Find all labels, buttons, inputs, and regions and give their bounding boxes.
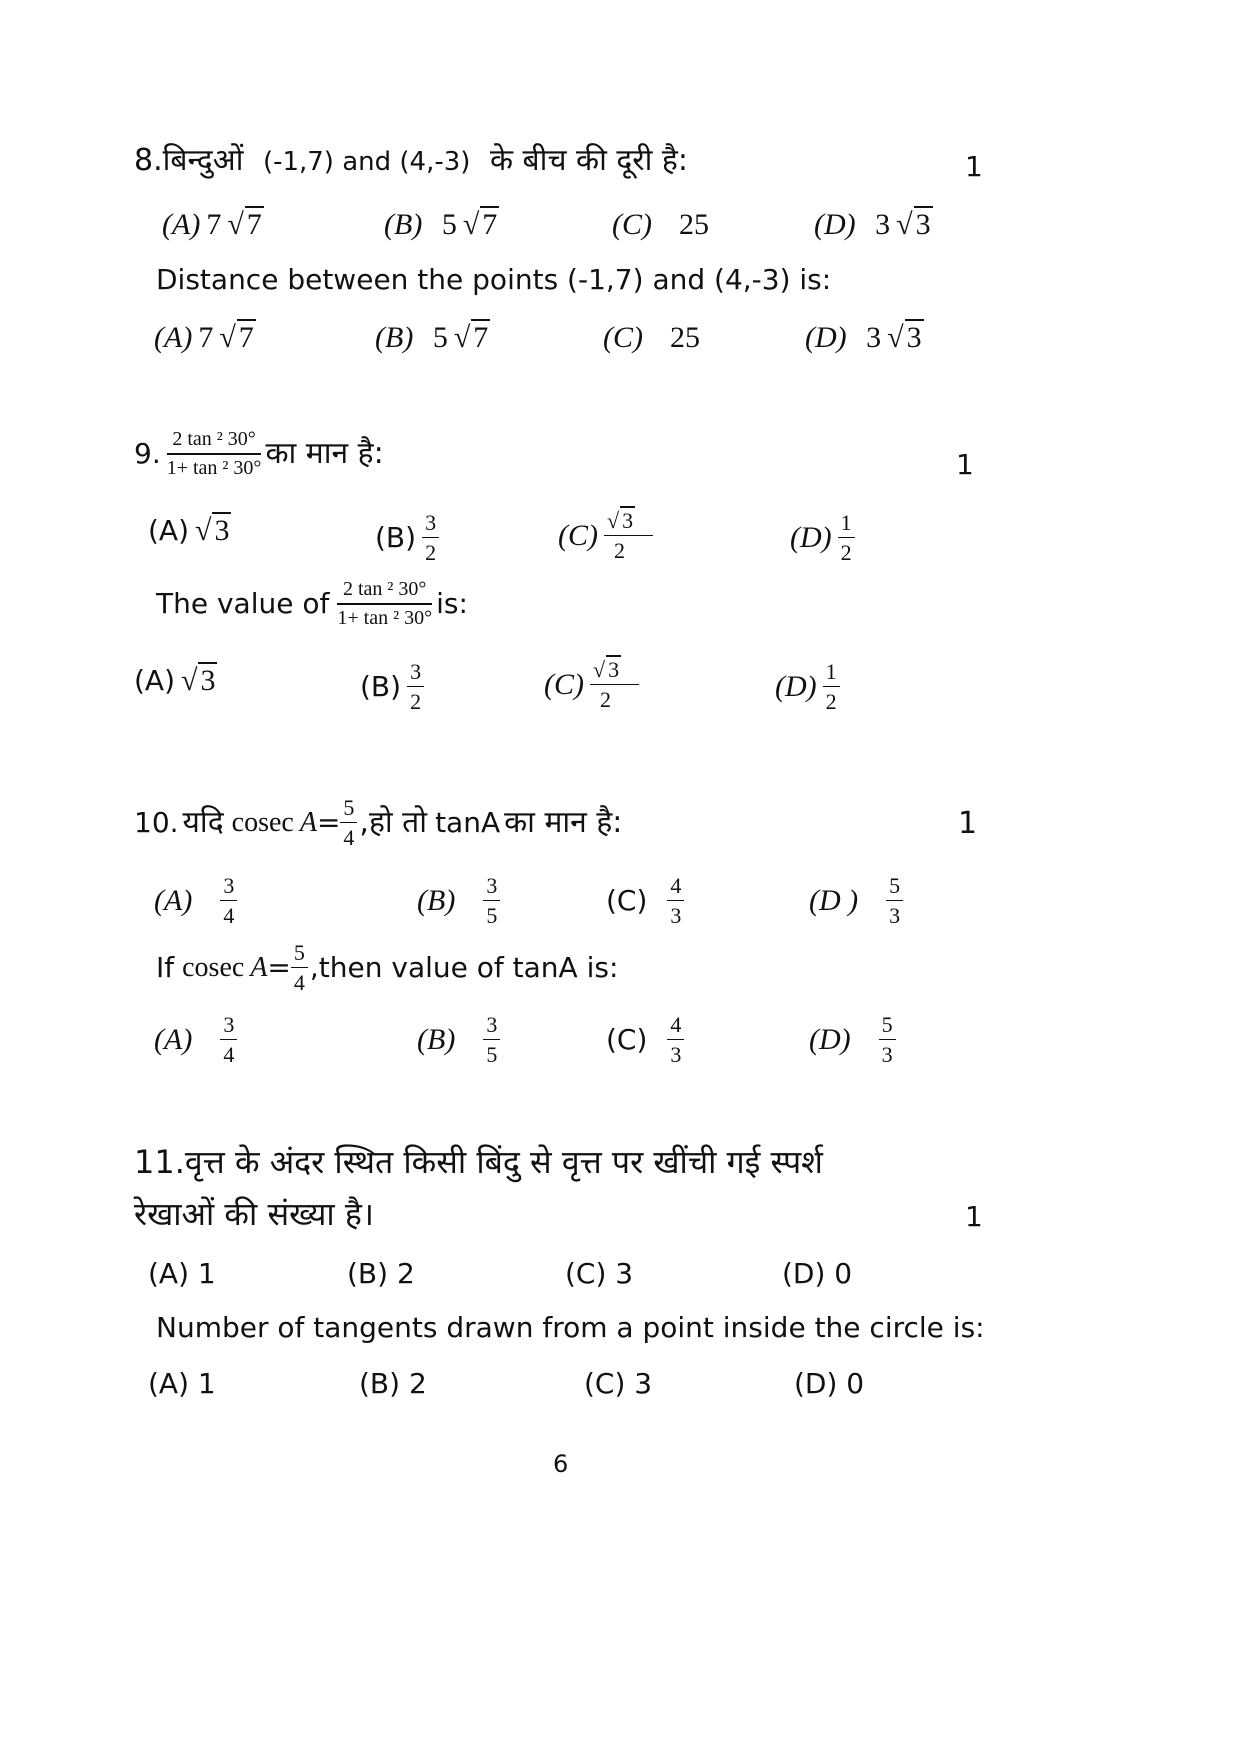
fraction-numerator: 4 — [667, 1012, 684, 1040]
option-coef: 5 — [441, 208, 457, 241]
option-label: (A) — [154, 883, 193, 917]
q9-hindi-line — [134, 428, 384, 480]
q8-en-option-a — [154, 321, 256, 355]
q11-hi-option-b: (B) 2 — [347, 1257, 415, 1290]
option-label: (B) — [417, 1022, 456, 1056]
fraction-denominator: 4 — [223, 903, 235, 929]
fraction-numerator: 4 — [667, 873, 684, 901]
page-number: 6 — [553, 1450, 569, 1478]
fraction-numerator: 5 — [886, 873, 903, 901]
option-fraction — [590, 657, 639, 713]
q9-en-option-b — [360, 659, 424, 715]
option-value: 25 — [679, 208, 709, 241]
fraction-numerator: 3 — [220, 1012, 237, 1040]
q8-en-option-d — [805, 321, 924, 355]
option-fraction — [886, 873, 903, 929]
fraction-denominator: 2 — [840, 540, 852, 566]
option-label: (C) — [558, 518, 598, 552]
radicand: 3 — [214, 514, 230, 547]
q8-hindi-tail: के बीच की दूरी है: — [489, 143, 688, 178]
sqrt-symbol: √ 3 — [181, 664, 216, 697]
q10-en-option-c — [606, 1012, 684, 1068]
fraction-numerator: 3 — [483, 1012, 500, 1040]
q8-hi-option-c — [612, 208, 709, 242]
option-fraction — [220, 873, 237, 929]
option-label: (A) — [154, 1022, 193, 1056]
q10-hi-option-a — [154, 873, 237, 929]
q9-hi-option-d — [790, 510, 855, 566]
q10-number: 10. — [134, 805, 179, 839]
fraction-denominator: 2 — [425, 540, 437, 566]
q10-hi-option-d — [809, 873, 903, 929]
option-label: (A) — [154, 321, 193, 354]
q11-marks: 1 — [965, 1200, 983, 1233]
q8-hi-option-a — [162, 208, 264, 242]
fraction-numerator: 5 — [291, 940, 308, 968]
radicand: 7 — [482, 208, 498, 241]
q11-english: Number of tangents drawn from a point inside the circle is: — [156, 1311, 985, 1344]
option-label: (C) — [544, 667, 584, 701]
q10-variable-a: A — [299, 806, 317, 838]
sqrt-symbol: √ 3 — [896, 208, 931, 241]
option-label: (A) — [148, 514, 190, 547]
sqrt-symbol: √ 7 — [462, 208, 498, 241]
option-coef: 7 — [198, 321, 214, 354]
fraction-denominator: 3 — [670, 1042, 682, 1068]
fraction-denominator: 2 — [825, 689, 837, 715]
fraction-denominator: 5 — [486, 1042, 498, 1068]
option-fraction — [823, 659, 840, 715]
fraction-numerator: 5 — [879, 1012, 896, 1040]
fraction-denominator: 4 — [343, 825, 355, 851]
fraction-numerator: 2 tan ² 30° — [337, 578, 432, 605]
option-fraction — [667, 873, 684, 929]
q9-hindi-tail: का मान है: — [265, 436, 384, 471]
q8-hindi-word: बिन्दुओं — [162, 143, 244, 178]
sqrt-symbol: √ 3 — [195, 514, 230, 547]
q10-en-variable-a: A — [250, 951, 268, 983]
radicand: 3 — [915, 208, 931, 241]
q8-english: Distance between the points (-1,7) and (4,-3) is: — [156, 263, 832, 296]
q10-tana: tanA — [435, 805, 501, 839]
q8-hindi-line — [134, 143, 688, 178]
q11-hindi-line-1: 11.वृत्त के अंदर स्थित किसी बिंदु से वृत्त पर खींची गई स्पर्श — [134, 1143, 823, 1181]
q11-en-option-d: (D) 0 — [794, 1367, 865, 1400]
fraction-numerator: 5 — [340, 795, 357, 823]
q11-hi-option-d: (D) 0 — [782, 1257, 853, 1290]
q9-fraction — [167, 428, 262, 480]
option-fraction — [422, 510, 439, 566]
radicand: 3 — [200, 664, 216, 697]
q11-en-option-b: (B) 2 — [359, 1367, 427, 1400]
q10-english-line — [156, 940, 618, 996]
q9-marks: 1 — [956, 448, 974, 481]
q11-hi-option-a: (A) 1 — [148, 1257, 216, 1290]
fraction-numerator: 3 — [483, 873, 500, 901]
q11-hindi-line-2: रेखाओं की संख्या है। — [134, 1195, 374, 1233]
q9-hi-option-a — [148, 516, 231, 546]
fraction-denominator: 5 — [486, 903, 498, 929]
option-label: (C) — [603, 321, 643, 354]
option-label: (C) — [612, 208, 652, 241]
q10-en-option-a — [154, 1012, 237, 1068]
q10-en-option-d — [809, 1012, 896, 1068]
option-label: (D) — [805, 321, 847, 354]
q9-english-post: is: — [436, 587, 468, 620]
q9-hi-option-b — [375, 510, 439, 566]
sqrt-symbol: √ 3 — [607, 508, 634, 533]
q9-en-fraction — [337, 578, 432, 630]
q8-en-option-c — [603, 321, 700, 355]
option-label: (D ) — [809, 883, 859, 917]
fraction-numerator: 1 — [838, 510, 855, 538]
q11-en-option-a: (A) 1 — [148, 1367, 216, 1400]
sqrt-symbol: √ 3 — [593, 657, 620, 682]
q10-en-cosec: cosec — [182, 951, 245, 983]
fraction-denominator: 1+ tan ² 30° — [337, 607, 433, 629]
fraction-numerator: 1 — [823, 659, 840, 687]
q10-en-equals: = — [267, 950, 291, 984]
option-fraction — [220, 1012, 237, 1068]
q10-hindi-if: यदि — [182, 804, 224, 840]
fraction-numerator: 3 — [422, 510, 439, 538]
fraction-denominator: 4 — [293, 970, 305, 996]
fraction-denominator: 4 — [223, 1042, 235, 1068]
option-label: (D) — [790, 520, 832, 554]
fraction-numerator: 2 tan ² 30° — [167, 428, 262, 455]
fraction-denominator: 3 — [889, 903, 901, 929]
q10-fraction — [340, 795, 357, 851]
option-fraction — [667, 1012, 684, 1068]
q9-en-option-d — [775, 659, 840, 715]
option-fraction — [838, 510, 855, 566]
option-label: (D) — [809, 1022, 851, 1056]
q9-number: 9. — [134, 437, 161, 470]
option-coef: 3 — [875, 208, 891, 241]
option-fraction — [604, 508, 653, 564]
q10-english-if: If — [156, 950, 175, 984]
option-label: (A) — [134, 664, 176, 697]
option-fraction — [879, 1012, 896, 1068]
q10-equals: = — [316, 805, 341, 839]
option-label: (B) — [360, 669, 402, 703]
option-coef: 3 — [866, 321, 882, 354]
q10-en-fraction — [291, 940, 308, 996]
q10-hi-option-b — [417, 873, 500, 929]
fraction-denominator: 2 — [614, 538, 626, 564]
option-label: (D) — [814, 208, 856, 241]
q8-hi-option-b — [384, 208, 499, 242]
option-label: (C) — [606, 883, 648, 917]
radicand: 7 — [473, 321, 489, 354]
sqrt-symbol: √ 7 — [453, 321, 489, 354]
q9-english-pre: The value of — [156, 587, 330, 620]
radicand: 3 — [622, 508, 634, 533]
fraction-numerator: 3 — [220, 873, 237, 901]
q10-cosec: cosec — [231, 806, 294, 838]
q10-en-option-b — [417, 1012, 500, 1068]
q8-points: (-1,7) and (4,-3) — [262, 147, 471, 177]
option-coef: 5 — [432, 321, 448, 354]
option-fraction — [483, 1012, 500, 1068]
option-label: (D) — [775, 669, 817, 703]
q8-marks: 1 — [965, 150, 983, 183]
option-coef: 7 — [206, 208, 222, 241]
option-fraction — [483, 873, 500, 929]
option-label: (A) — [162, 208, 201, 241]
option-label: (B) — [384, 208, 423, 241]
fraction-denominator: 3 — [881, 1042, 893, 1068]
sqrt-symbol: √ 7 — [219, 321, 254, 354]
q10-hindi-line — [134, 795, 622, 851]
q9-en-option-a — [134, 666, 217, 696]
q9-hi-option-c — [558, 508, 653, 564]
q9-en-option-c — [544, 657, 639, 713]
q8-hi-option-d — [814, 208, 933, 242]
sqrt-symbol: √ 7 — [227, 208, 262, 241]
option-label: (B) — [375, 520, 417, 554]
q8-number: 8. — [134, 143, 163, 178]
option-label: (B) — [375, 321, 414, 354]
sqrt-symbol: √ 3 — [887, 321, 922, 354]
radicand: 3 — [608, 657, 620, 682]
q11-hi-option-c: (C) 3 — [565, 1257, 634, 1290]
q8-en-option-b — [375, 321, 490, 355]
fraction-numerator: 3 — [407, 659, 424, 687]
radicand: 7 — [238, 321, 254, 354]
radicand: 3 — [906, 321, 922, 354]
q10-english-tail: ,then value of tanA is: — [309, 950, 619, 984]
option-label: (C) — [606, 1022, 648, 1056]
option-label: (B) — [417, 883, 456, 917]
radicand: 7 — [246, 208, 262, 241]
fraction-denominator: 1+ tan ² 30° — [166, 457, 262, 479]
q10-hindi-tail: का मान है: — [504, 804, 623, 840]
option-value: 25 — [670, 321, 700, 354]
fraction-denominator: 2 — [600, 687, 612, 713]
option-fraction — [407, 659, 424, 715]
q10-hindi-mid: ,हो तो — [359, 804, 428, 840]
fraction-denominator: 3 — [670, 903, 682, 929]
q9-english-line — [156, 578, 468, 630]
q11-en-option-c: (C) 3 — [584, 1367, 653, 1400]
q10-hi-option-c — [606, 873, 684, 929]
fraction-denominator: 2 — [410, 689, 422, 715]
q10-marks: 1 — [958, 806, 978, 841]
